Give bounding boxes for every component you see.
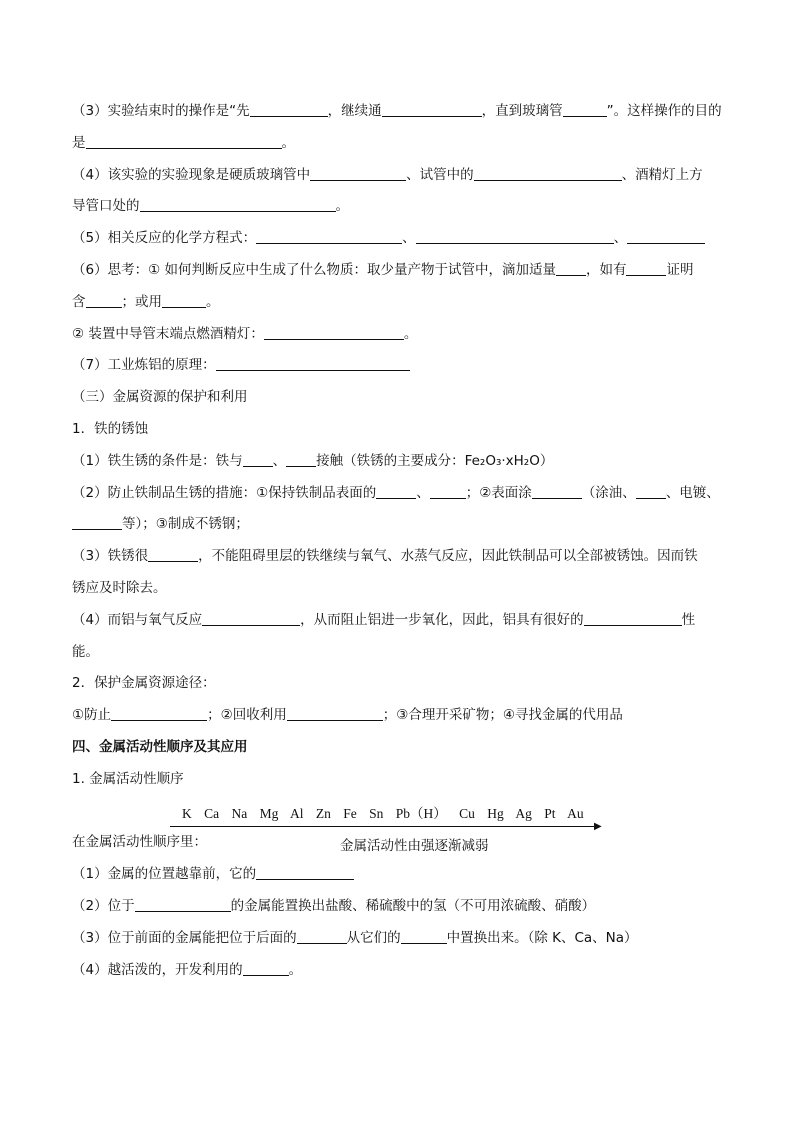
blank[interactable] <box>256 228 402 244</box>
blank[interactable] <box>264 324 404 340</box>
arrow-caption: 金属活动性由强逐渐减弱 <box>340 838 489 854</box>
blank[interactable] <box>430 483 466 499</box>
blank[interactable] <box>584 610 682 626</box>
line-6: （6）思考：① 如何判断反应中生成了什么物质：取少量产物于试管中，滴加适量 ，如有 证明 <box>72 261 694 278</box>
series-rule-3: （3）位于前面的金属能把位于后面的 从它们的 中置换出来。（除 K、Ca、Na） <box>72 929 638 946</box>
blank[interactable] <box>140 196 336 212</box>
line-rust-4: （4）而铝与氧气反应 ，从而阻止铝进一步氧化，因此，铝具有很好的 性 <box>72 611 696 628</box>
line-rust-4-cont: 能。 <box>72 643 99 660</box>
blank[interactable] <box>286 451 316 467</box>
subsection-rusting: 1．铁的锈蚀 <box>72 420 149 437</box>
series-intro: 在金属活动性顺序里： <box>72 834 207 851</box>
blank[interactable] <box>287 705 383 721</box>
blank[interactable] <box>310 165 406 181</box>
activity-series-diagram <box>170 802 610 852</box>
arrow-right-icon: ▶ <box>594 821 602 832</box>
blank[interactable] <box>162 292 206 308</box>
line-7: （7）工业炼铝的原理： <box>72 350 724 382</box>
section-4-title: 四、金属活动性顺序及其应用 <box>72 738 248 755</box>
section-3-title: （三）金属资源的保护和利用 <box>72 389 248 406</box>
blank[interactable] <box>627 228 705 244</box>
blank[interactable] <box>243 960 289 976</box>
line-rust-3-cont: 锈应及时除去。 <box>72 579 167 596</box>
blank[interactable] <box>256 864 354 880</box>
blank[interactable] <box>243 451 273 467</box>
line-rust-2-cont: 等）；③制成不锈钢； <box>72 509 724 541</box>
blank[interactable] <box>202 610 300 626</box>
line-6-cont: 含 ；或用 。 <box>72 293 220 310</box>
series-rule-1: （1）金属的位置越靠前，它的 <box>72 859 724 891</box>
line-rust-3: （3）铁锈很 ，不能阻碍里层的铁继续与氧气、水蒸气反应，因此铁制品可以全部被锈蚀。因而铁 <box>72 548 698 565</box>
blank[interactable] <box>216 355 410 371</box>
blank[interactable] <box>135 896 231 912</box>
subsection-protection: 2．保护金属资源途径： <box>72 675 216 692</box>
blank[interactable] <box>563 101 607 117</box>
blank[interactable] <box>86 133 282 149</box>
line-5: （5）相关反应的化学方程式： 、 、 <box>72 223 724 255</box>
blank[interactable] <box>626 260 666 276</box>
line-3: （3）实验结束时的操作是“先 ，继续通 ，直到玻璃管 ”。这样操作的目的 <box>72 103 722 119</box>
blank[interactable] <box>297 928 347 944</box>
arrow-line <box>170 826 600 827</box>
line-protection: ①防止 ；②回收利用 ；③合理开采矿物；④寻找金属的代用品 <box>72 707 623 724</box>
line-rust-2: （2）防止铁制品生锈的措施：①保持铁制品表面的 、 ；②表面涂 （涂油、 、电镀、 <box>72 484 720 501</box>
metal-sequence: K Ca Na Mg Al Zn Fe Sn Pb（H） Cu Hg Ag Pt Au <box>182 806 584 821</box>
series-rule-4: （4）越活泼的，开发利用的 。 <box>72 961 303 978</box>
line-6-2: ② 装置中导管末端点燃酒精灯： 。 <box>72 325 418 342</box>
blank[interactable] <box>416 228 614 244</box>
blank[interactable] <box>72 514 122 530</box>
line-3-cont: 是 。 <box>72 134 295 151</box>
blank[interactable] <box>474 165 622 181</box>
blank[interactable] <box>556 260 586 276</box>
series-rule-2: （2）位于 的金属能置换出盐酸、稀硫酸中的氢（不可用浓硫酸、硝酸） <box>72 897 596 914</box>
line-rust-1: （1）铁生锈的条件是：铁与 、 接触（铁锈的主要成分：Fe₂O₃·xH₂O） <box>72 452 554 469</box>
line-4: （4）该实验的实验现象是硬质玻璃管中 、试管中的 、酒精灯上方 <box>72 166 703 183</box>
line-4-cont: 导管口处的 。 <box>72 198 349 215</box>
blank[interactable] <box>376 483 416 499</box>
blank[interactable] <box>148 546 198 562</box>
blank[interactable] <box>636 483 666 499</box>
blank[interactable] <box>532 483 582 499</box>
blank[interactable] <box>250 101 328 117</box>
blank[interactable] <box>382 101 482 117</box>
blank[interactable] <box>111 705 207 721</box>
blank[interactable] <box>86 292 122 308</box>
blank[interactable] <box>401 928 447 944</box>
subsection-activity-series: 1. 金属活动性顺序 <box>72 770 184 787</box>
